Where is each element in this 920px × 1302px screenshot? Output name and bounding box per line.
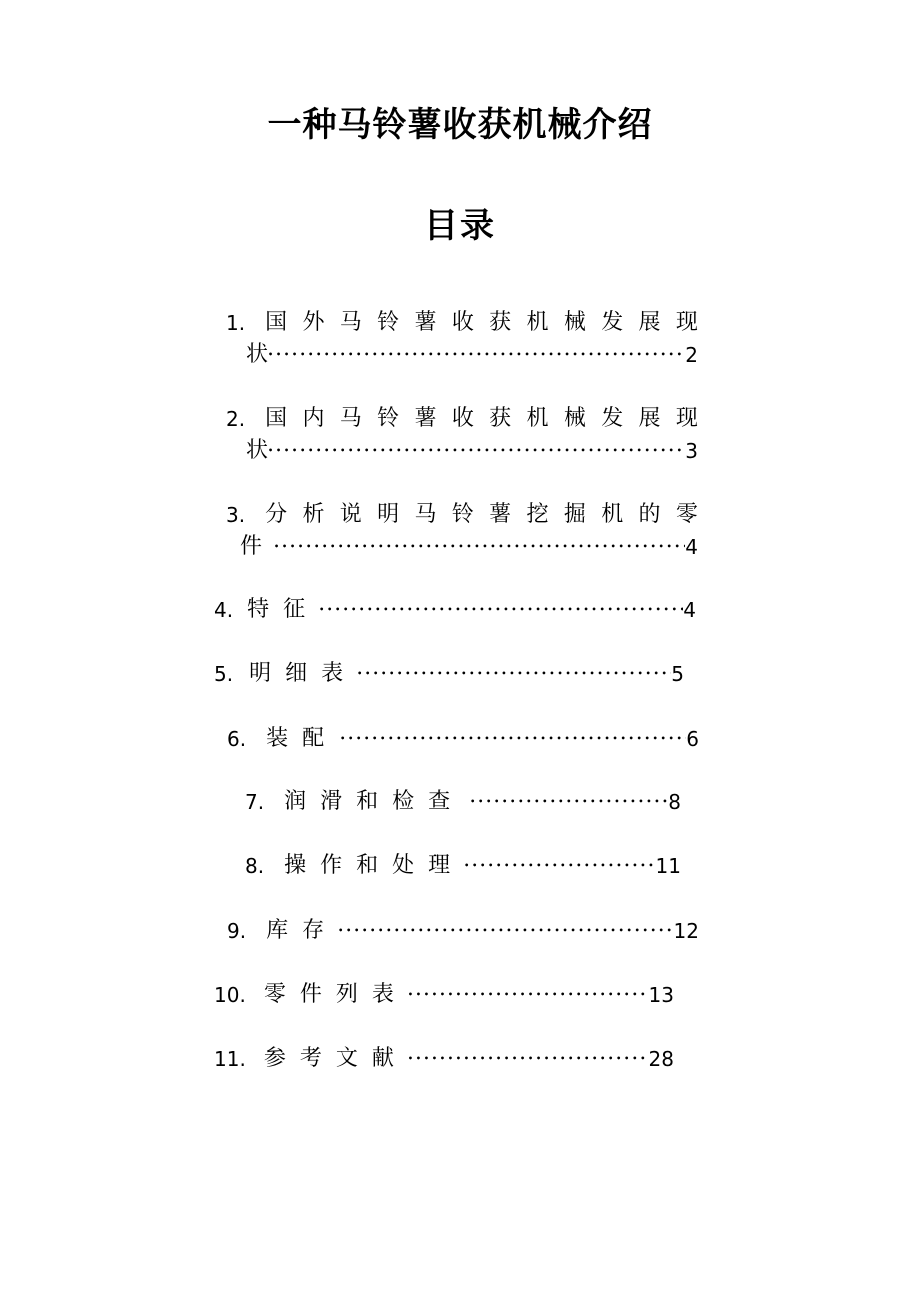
- dot-leader: [408, 1044, 649, 1074]
- toc-entry-title: 明细表: [249, 661, 358, 686]
- dot-leader: [319, 595, 683, 625]
- toc-entry-page: 13: [648, 983, 674, 1007]
- toc-heading: 目录: [424, 206, 496, 246]
- toc-entry[interactable]: [245, 787, 681, 817]
- toc-entry-title-cont: 状: [246, 438, 269, 463]
- toc-entry-page: 8: [668, 790, 681, 814]
- toc-entry-title-text: 国 内 马 铃 薯 收 获 机 械 发 展 现: [265, 406, 698, 431]
- toc-entry-title: 零件列表: [263, 982, 408, 1007]
- toc-entry[interactable]: [214, 1044, 674, 1074]
- toc-entry-number: 2.: [226, 407, 246, 431]
- toc-entry[interactable]: [214, 595, 696, 625]
- dot-leader: [338, 916, 673, 946]
- toc-entry-title: 特征: [247, 597, 320, 622]
- toc-entry[interactable]: [227, 724, 699, 754]
- dot-leader: [357, 659, 671, 689]
- toc-entry-title: 参考文献: [263, 1046, 408, 1071]
- toc-entry-title-cont: 件: [240, 534, 263, 559]
- toc-entry-number: 9.: [227, 919, 247, 943]
- dot-leader: [470, 787, 668, 817]
- toc-entry[interactable]: [227, 916, 699, 946]
- toc-entry-title: 库存: [266, 918, 339, 943]
- toc-entry[interactable]: [245, 851, 681, 881]
- dot-leader: [464, 851, 655, 881]
- toc-entry-title: 润滑和检查: [284, 789, 465, 814]
- toc-entry-number: 6.: [227, 727, 247, 751]
- toc-entry-page: 11: [655, 854, 681, 878]
- toc-entry-page: 3: [685, 439, 698, 463]
- toc-entry-title: 操作和处理: [284, 853, 465, 878]
- toc-entry-number: 8.: [245, 854, 265, 878]
- toc-entry-title-text: 分 析 说 明 马 铃 薯 挖 掘 机 的 零: [265, 502, 698, 527]
- toc-entry-number: 1.: [226, 311, 246, 335]
- toc-entry-title-cont: 状: [246, 342, 269, 367]
- toc-entry-number: 11.: [214, 1047, 246, 1071]
- toc-entry-number: 10.: [214, 983, 246, 1007]
- toc-entry-page: 28: [648, 1047, 674, 1071]
- toc-entry[interactable]: [226, 404, 698, 466]
- toc-entry-page: 2: [685, 343, 698, 367]
- toc-entry-title: 装配: [266, 726, 339, 751]
- toc-entry[interactable]: [214, 980, 674, 1010]
- dot-leader: [408, 980, 649, 1010]
- dot-leader: [268, 436, 685, 466]
- toc-entry-number: 7.: [245, 790, 265, 814]
- dot-leader: [268, 340, 685, 370]
- toc-entry[interactable]: [226, 308, 698, 370]
- toc-entry-page: 4: [685, 535, 698, 559]
- toc-entry-page: 5: [671, 662, 684, 686]
- document-title: 一种马铃薯收获机械介绍: [267, 105, 653, 145]
- toc-entry-number: 5.: [214, 662, 234, 686]
- dot-leader: [340, 724, 686, 754]
- toc-entry-title: [265, 500, 698, 530]
- toc-entry-title: [265, 308, 698, 338]
- toc-entry[interactable]: [214, 659, 684, 689]
- toc-entry-number: 3.: [226, 503, 246, 527]
- toc-entry-page: 4: [683, 598, 696, 622]
- toc-entry-page: 12: [673, 919, 699, 943]
- toc-entry-title-text: 国 外 马 铃 薯 收 获 机 械 发 展 现: [265, 310, 698, 335]
- dot-leader: [274, 532, 685, 562]
- toc-entry[interactable]: [226, 500, 698, 562]
- toc-entry-page: 6: [686, 727, 699, 751]
- toc-entry-title: [265, 404, 698, 434]
- toc-entry-number: 4.: [214, 598, 234, 622]
